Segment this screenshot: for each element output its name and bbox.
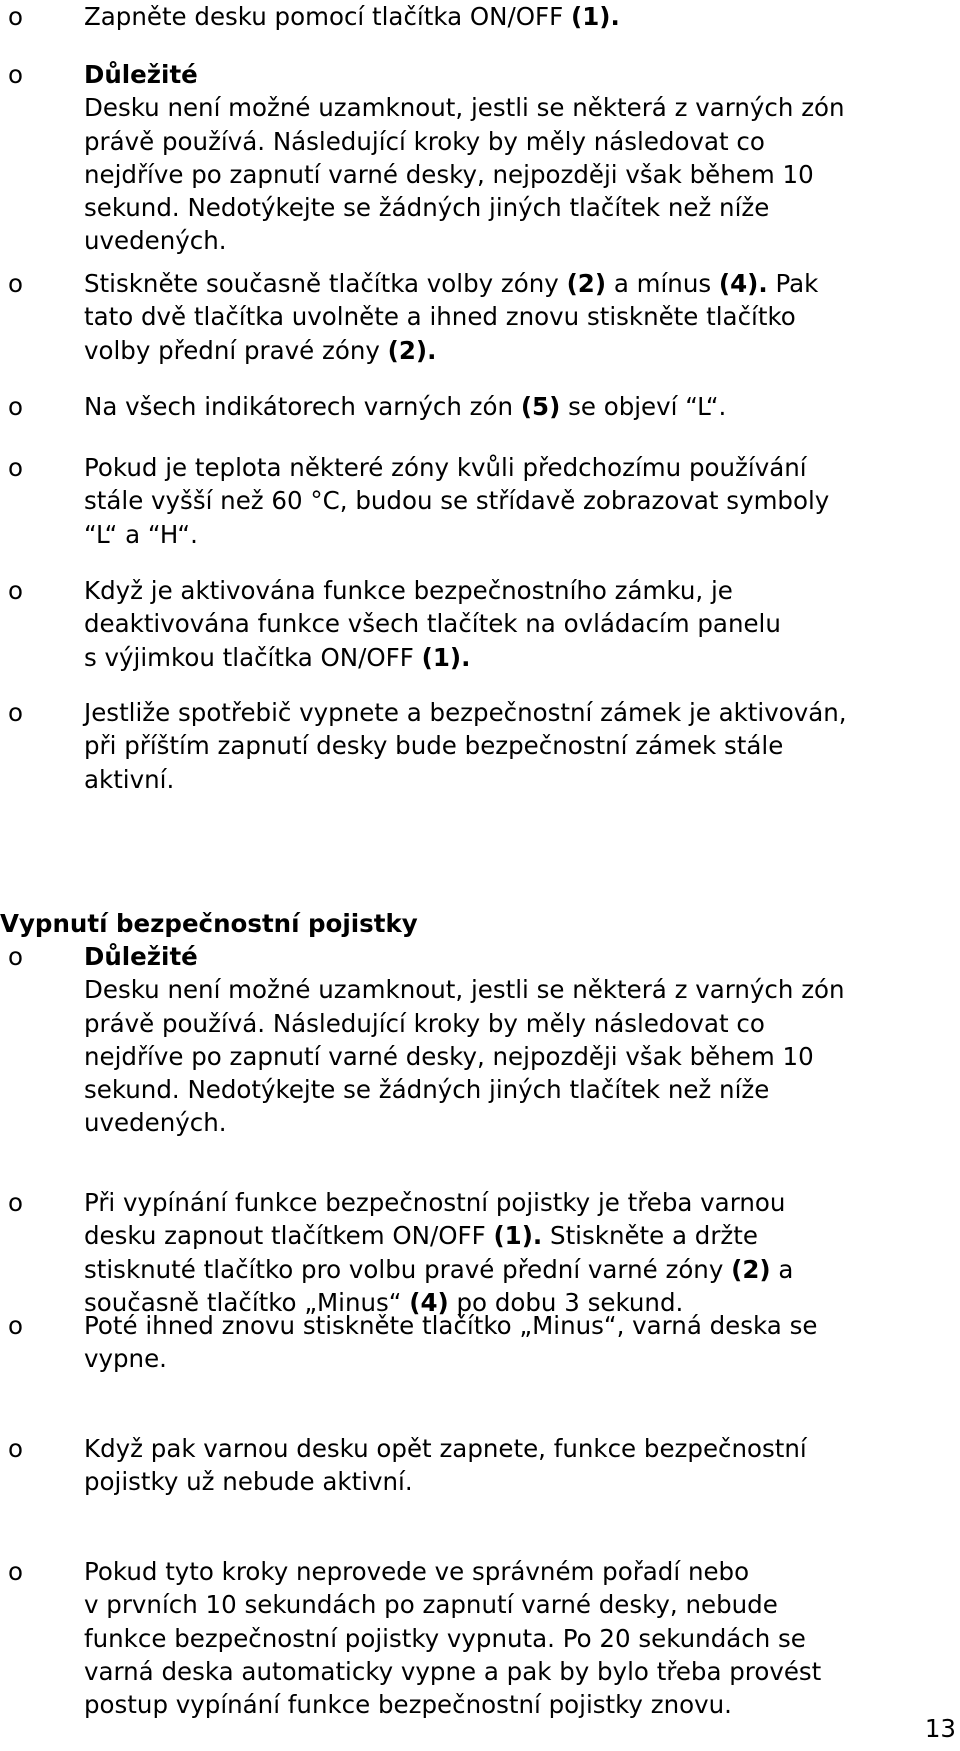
bullet-marker: o <box>8 1311 23 1340</box>
text-line <box>84 91 954 124</box>
text-run: současně tlačítko „Minus“ <box>84 1287 410 1317</box>
text-run: v prvních 10 sekundách po zapnutí varné desky, nebude <box>84 1590 778 1620</box>
text-run: s výjimkou tlačítka ON/OFF <box>84 642 422 672</box>
text-run: nejdříve po zapnutí varné desky, nejpozději však během 10 <box>84 159 814 189</box>
list-item-text <box>84 940 954 1140</box>
page-number: 13 <box>924 1714 956 1743</box>
text-line <box>84 729 954 762</box>
bullet-marker: o <box>8 2 23 31</box>
text-line <box>84 574 954 607</box>
text-line <box>84 1465 954 1498</box>
text-line <box>84 1073 954 1106</box>
text-run: aktivní. <box>84 764 175 794</box>
text-run: Jestliže spotřebič vypnete a bezpečnostní zámek je aktivován, <box>84 698 847 727</box>
text-line <box>84 58 954 91</box>
text-run: Pak <box>767 269 819 298</box>
bold-text: (4) <box>409 1287 449 1317</box>
text-run: desku zapnout tlačítkem ON/OFF <box>84 1221 494 1251</box>
text-line <box>84 224 954 257</box>
text-line <box>84 940 954 973</box>
text-line <box>84 334 954 367</box>
list-item-text <box>84 390 954 423</box>
text-line <box>84 1219 954 1252</box>
bold-text: Důležité <box>84 60 198 89</box>
text-line <box>84 1688 954 1721</box>
text-run: nejdříve po zapnutí varné desky, nejpozději však během 10 <box>84 1041 814 1071</box>
text-run: a mínus <box>606 269 719 298</box>
list-item-text <box>84 574 954 674</box>
text-line <box>84 300 954 333</box>
text-line <box>84 1655 954 1688</box>
bold-text: (2) <box>566 269 607 298</box>
list-item-text <box>84 0 954 33</box>
text-line <box>84 267 954 300</box>
bullet-marker: o <box>8 576 23 605</box>
list-item-text <box>84 1186 954 1319</box>
text-line <box>84 1040 954 1073</box>
text-line <box>84 390 954 423</box>
bullet-marker: o <box>8 1557 23 1586</box>
text-run: varná deska automaticky vypne a pak by bylo třeba provést <box>84 1656 822 1686</box>
bold-text: (2). <box>387 335 437 365</box>
text-run: po dobu 3 sekund. <box>448 1287 684 1317</box>
text-line <box>84 191 954 224</box>
text-run: Na všech indikátorech varných zón <box>84 392 521 421</box>
text-run: se objeví “L“. <box>560 392 727 421</box>
text-run: Pokud je teplota některé zóny kvůli předchozímu používání <box>84 453 807 482</box>
text-run: sekund. Nedotýkejte se žádných jiných tlačítek než níže <box>84 193 770 223</box>
text-line <box>84 607 954 640</box>
text-line <box>84 1309 954 1342</box>
text-run: při příštím zapnutí desky bude bezpečnostní zámek stále <box>84 731 784 761</box>
text-run: postup vypínání funkce bezpečnostní pojistky znovu. <box>84 1690 732 1720</box>
list-item-text <box>84 451 954 551</box>
text-run: uvedených. <box>84 1108 227 1138</box>
list-item-text <box>84 1555 954 1721</box>
text-run: pojistky už nebude aktivní. <box>84 1467 413 1497</box>
text-run: Když pak varnou desku opět zapnete, funkce bezpečnostní <box>84 1434 807 1463</box>
list-item-text <box>84 58 954 258</box>
text-run: a <box>770 1254 794 1284</box>
text-run: uvedených. <box>84 226 227 256</box>
text-line <box>84 1253 954 1286</box>
text-line <box>84 0 954 33</box>
bold-text: (1). <box>421 642 471 672</box>
text-line <box>84 158 954 191</box>
text-run: Desku není možné uzamknout, jestli se některá z varných zón <box>84 93 845 123</box>
text-line <box>84 451 954 484</box>
text-line <box>84 641 954 674</box>
bold-text: (5) <box>520 392 561 421</box>
text-run: Zapněte desku pomocí tlačítka ON/OFF <box>84 2 572 31</box>
text-line <box>84 763 954 796</box>
bold-text: Důležité <box>84 942 198 971</box>
text-line <box>84 125 954 158</box>
bullet-marker: o <box>8 1188 23 1217</box>
text-line <box>84 973 954 1006</box>
bullet-marker: o <box>8 269 23 298</box>
text-run: Stiskněte a držte <box>542 1221 758 1251</box>
text-run: volby přední pravé zóny <box>84 335 388 365</box>
text-line <box>84 696 954 729</box>
text-run: Při vypínání funkce bezpečnostní pojistky je třeba varnou <box>84 1188 786 1217</box>
text-run: Desku není možné uzamknout, jestli se některá z varných zón <box>84 975 845 1005</box>
section-heading: Vypnutí bezpečnostní pojistky <box>0 909 418 938</box>
text-run: funkce bezpečnostní pojistky vypnuta. Po 20 sekundách se <box>84 1623 806 1653</box>
list-item-text <box>84 1432 954 1499</box>
text-line <box>84 1622 954 1655</box>
text-line <box>84 1106 954 1139</box>
text-run: vypne. <box>84 1344 167 1374</box>
text-run: “L“ a “H“. <box>84 519 198 549</box>
bold-text: (1). <box>493 1221 543 1251</box>
bullet-marker: o <box>8 392 23 421</box>
text-run: Poté ihned znovu stiskněte tlačítko „Minus“, varná deska se <box>84 1311 818 1340</box>
text-line <box>84 1432 954 1465</box>
text-line <box>84 1186 954 1219</box>
bullet-marker: o <box>8 60 23 89</box>
text-line <box>84 484 954 517</box>
bullet-marker: o <box>8 453 23 482</box>
bullet-marker: o <box>8 1434 23 1463</box>
text-line <box>84 1588 954 1621</box>
list-item-text <box>84 1309 954 1376</box>
bold-text: (2) <box>731 1254 771 1284</box>
list-item-text <box>84 696 954 796</box>
bullet-marker: o <box>8 698 23 727</box>
text-line <box>84 1342 954 1375</box>
bullet-marker: o <box>8 942 23 971</box>
text-line <box>84 518 954 551</box>
text-run: stále vyšší než 60 °C, budou se střídavě zobrazovat symboly <box>84 486 830 516</box>
text-run: sekund. Nedotýkejte se žádných jiných tlačítek než níže <box>84 1075 770 1105</box>
text-run: stisknuté tlačítko pro volbu pravé přední varné zóny <box>84 1254 732 1284</box>
text-line <box>84 1007 954 1040</box>
text-run: právě používá. Následující kroky by měly následovat co <box>84 1008 765 1038</box>
bold-text: (4). <box>718 269 768 298</box>
bold-text: (1). <box>571 2 620 31</box>
text-run: právě používá. Následující kroky by měly následovat co <box>84 126 765 156</box>
text-run: Stiskněte současně tlačítka volby zóny <box>84 269 567 298</box>
text-run: deaktivována funkce všech tlačítek na ovládacím panelu <box>84 609 781 639</box>
text-run: tato dvě tlačítka uvolněte a ihned znovu stiskněte tlačítko <box>84 302 796 332</box>
text-line <box>84 1555 954 1588</box>
text-run: Pokud tyto kroky neprovede ve správném pořadí nebo <box>84 1557 750 1586</box>
text-run: Když je aktivována funkce bezpečnostního zámku, je <box>84 576 733 605</box>
list-item-text <box>84 267 954 367</box>
